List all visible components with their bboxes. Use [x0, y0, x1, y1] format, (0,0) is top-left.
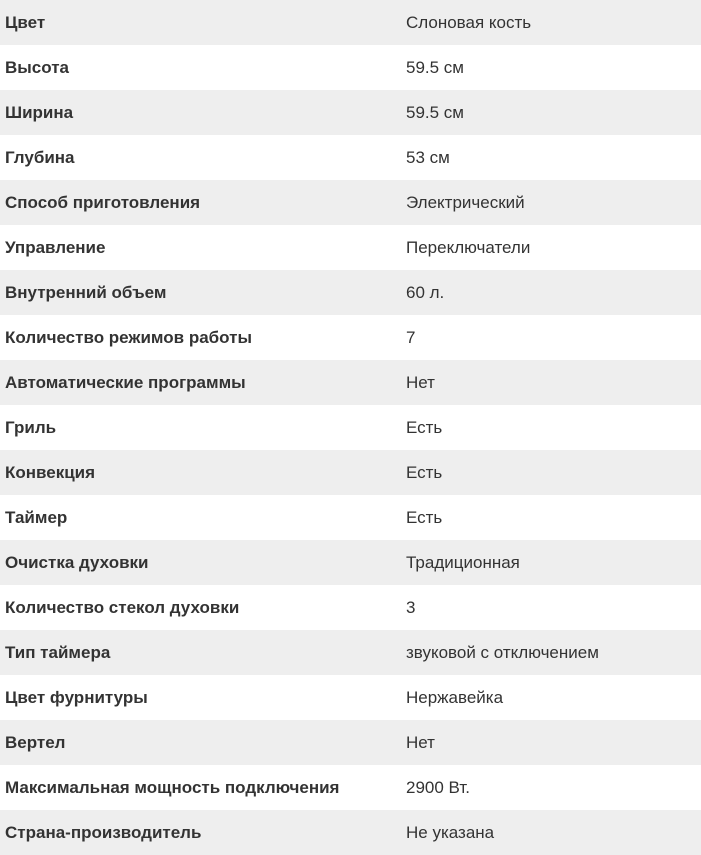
- spec-value: Нержавейка: [406, 687, 504, 707]
- spec-label: Гриль: [5, 417, 57, 437]
- spec-value: 59.5 см: [406, 102, 464, 122]
- spec-value: Переключатели: [406, 237, 531, 257]
- spec-row: [0, 180, 701, 225]
- spec-value: Нет: [406, 372, 435, 392]
- spec-label: Внутренний объем: [5, 282, 167, 302]
- spec-row: [0, 315, 701, 360]
- spec-row: [0, 135, 701, 180]
- spec-row: [0, 630, 701, 675]
- spec-label: Количество стекол духовки: [5, 597, 240, 617]
- spec-row: [0, 405, 701, 450]
- spec-label: Максимальная мощность подключения: [5, 777, 340, 797]
- spec-label: Цвет: [5, 12, 46, 32]
- spec-value: Есть: [406, 417, 443, 437]
- spec-label: Способ приготовления: [5, 192, 201, 212]
- spec-row: [0, 270, 701, 315]
- spec-row: [0, 540, 701, 585]
- spec-row: [0, 90, 701, 135]
- spec-row: [0, 675, 701, 720]
- spec-value: 7: [406, 327, 416, 347]
- spec-value: 59.5 см: [406, 57, 464, 77]
- spec-label: Вертел: [5, 732, 66, 752]
- spec-label: Количество режимов работы: [5, 327, 252, 347]
- spec-row: [0, 720, 701, 765]
- spec-label: Глубина: [5, 147, 75, 167]
- spec-row: [0, 585, 701, 630]
- spec-value: 60 л.: [406, 282, 445, 302]
- spec-row: [0, 765, 701, 810]
- spec-row: [0, 45, 701, 90]
- spec-value: Слоновая кость: [406, 12, 532, 32]
- spec-label: Очистка духовки: [5, 552, 149, 572]
- spec-value: Есть: [406, 462, 443, 482]
- spec-value: звуковой с отключением: [406, 642, 599, 662]
- spec-value: Традиционная: [406, 552, 520, 572]
- spec-value: Нет: [406, 732, 435, 752]
- spec-value: Не указана: [406, 822, 495, 842]
- spec-label: Тип таймера: [5, 642, 111, 662]
- spec-value: Есть: [406, 507, 443, 527]
- spec-row: [0, 495, 701, 540]
- spec-label: Таймер: [5, 507, 68, 527]
- spec-label: Управление: [5, 237, 106, 257]
- spec-row: [0, 0, 701, 45]
- spec-row: [0, 360, 701, 405]
- spec-value: 2900 Вт.: [406, 777, 470, 797]
- spec-label: Ширина: [5, 102, 74, 122]
- spec-label: Высота: [5, 57, 69, 77]
- spec-row: [0, 450, 701, 495]
- spec-row: [0, 810, 701, 855]
- spec-value: Электрический: [406, 192, 525, 212]
- spec-label: Автоматические программы: [5, 372, 246, 392]
- spec-value: 3: [406, 597, 416, 617]
- spec-label: Страна-производитель: [5, 822, 202, 842]
- spec-label: Цвет фурнитуры: [5, 687, 148, 707]
- spec-label: Конвекция: [5, 462, 96, 482]
- spec-value: 53 см: [406, 147, 450, 167]
- spec-row: [0, 225, 701, 270]
